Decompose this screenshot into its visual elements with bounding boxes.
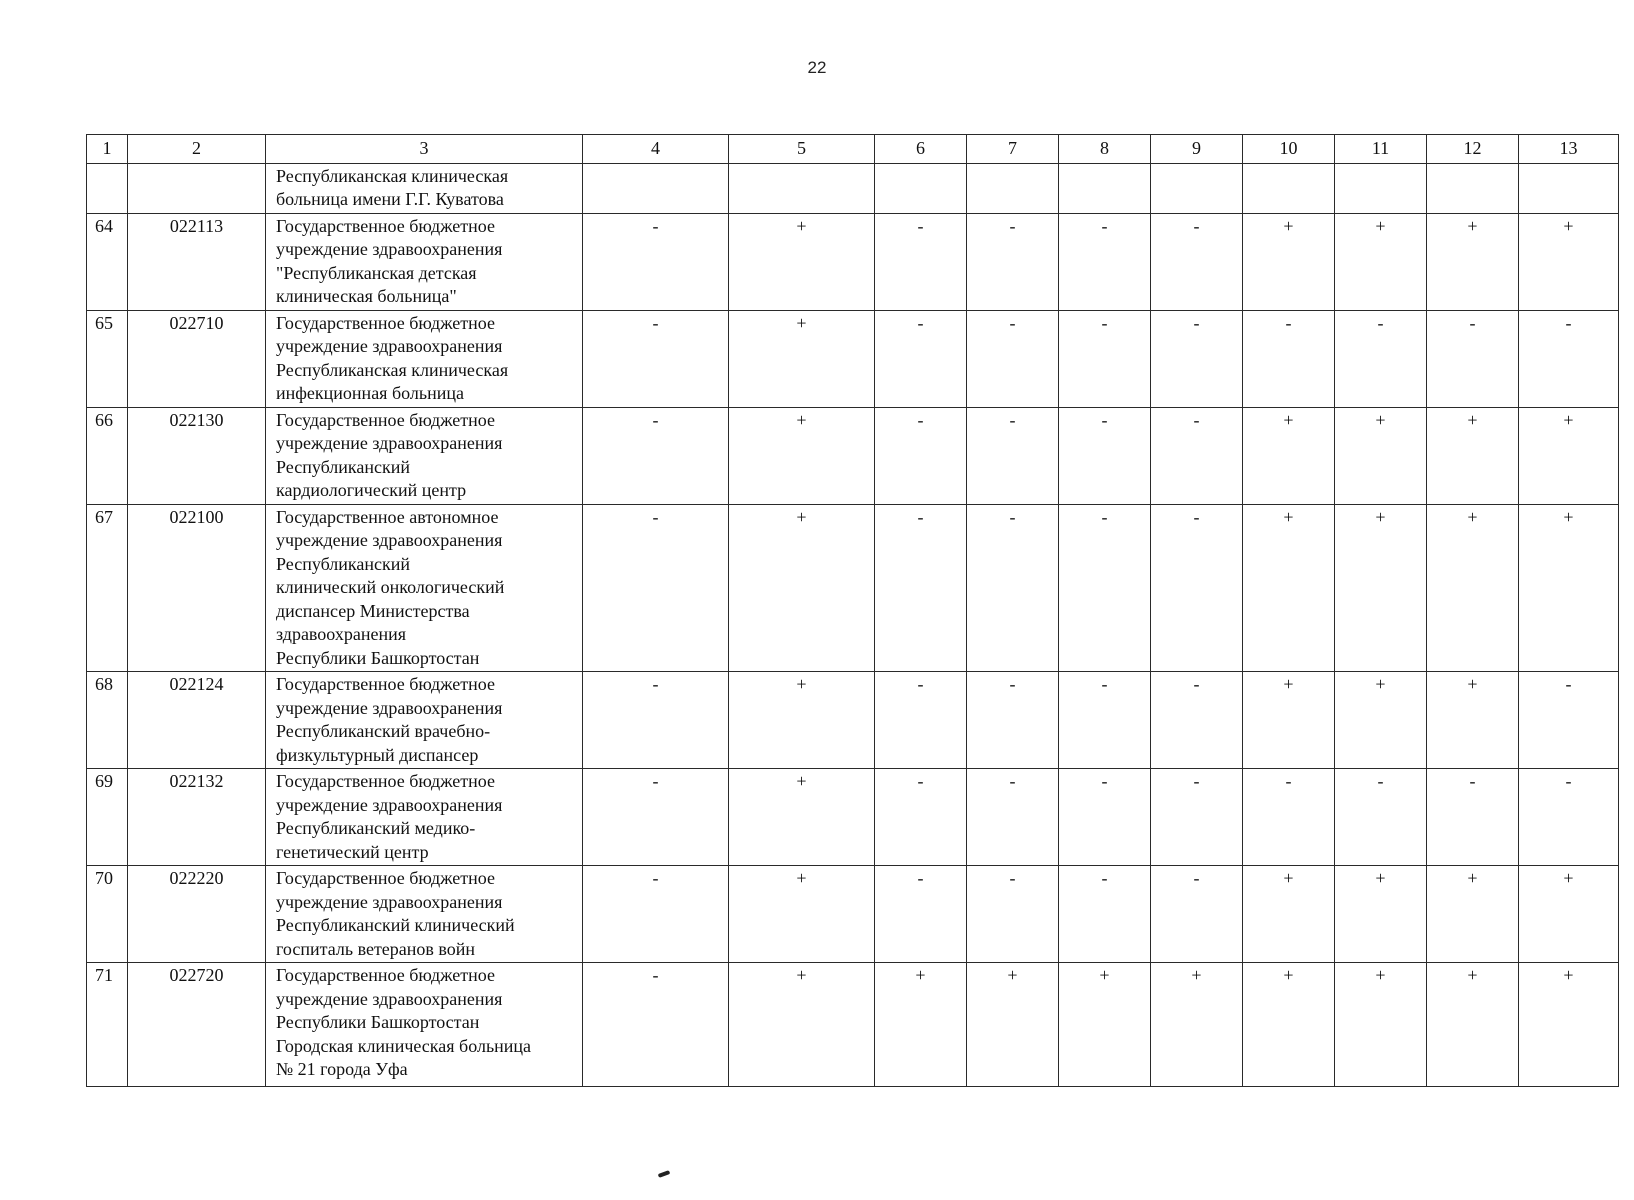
mark-cell: -	[1151, 769, 1243, 866]
column-header: 11	[1335, 135, 1427, 164]
mark-cell: +	[729, 407, 875, 504]
institution-code	[128, 163, 266, 213]
table-row	[87, 310, 1619, 407]
mark-cell: -	[1335, 769, 1427, 866]
mark-cell: +	[1335, 963, 1427, 1087]
institution-name: Государственное бюджетное учреждение здравоохранения Республиканский медико- генетический центр	[276, 771, 503, 862]
mark-cell: -	[583, 407, 729, 504]
mark-cell: -	[1059, 866, 1151, 963]
mark-cell: +	[1243, 213, 1335, 310]
mark-cell: -	[967, 769, 1059, 866]
mark-cell: -	[875, 769, 967, 866]
table-row	[87, 504, 1619, 672]
institution-name: Государственное автономное учреждение здравоохранения Республиканский клинический онкологический диспансер Министерства здравоохранения Республики Башкортостан	[276, 506, 505, 668]
institution-name-cell	[266, 866, 583, 963]
mark-cell: +	[729, 504, 875, 672]
mark-cell: +	[1335, 504, 1427, 672]
mark-cell: -	[1243, 769, 1335, 866]
mark-cell	[1427, 163, 1519, 213]
mark-cell: +	[1427, 504, 1519, 672]
mark-cell: -	[875, 310, 967, 407]
mark-cell: -	[1059, 504, 1151, 672]
page-number: 22	[807, 58, 827, 77]
institution-name: Государственное бюджетное учреждение здравоохранения Республиканский врачебно- физкультурный диспансер	[276, 674, 503, 765]
table-row	[87, 163, 1619, 213]
institution-code: 022710	[128, 310, 266, 407]
mark-cell: -	[583, 769, 729, 866]
mark-cell: +	[1151, 963, 1243, 1087]
column-header: 5	[729, 135, 875, 164]
mark-cell: -	[875, 213, 967, 310]
table-row	[87, 213, 1619, 310]
mark-cell	[967, 163, 1059, 213]
row-number: 67	[87, 504, 128, 672]
mark-cell: +	[967, 963, 1059, 1087]
mark-cell: +	[729, 866, 875, 963]
mark-cell: +	[1519, 504, 1619, 672]
row-number: 65	[87, 310, 128, 407]
mark-cell: -	[1059, 310, 1151, 407]
mark-cell: -	[1151, 866, 1243, 963]
mark-cell: +	[1519, 963, 1619, 1087]
mark-cell	[1059, 163, 1151, 213]
column-header: 1	[87, 135, 128, 164]
table-row	[87, 672, 1619, 769]
mark-cell: -	[1519, 769, 1619, 866]
row-number: 70	[87, 866, 128, 963]
mark-cell: -	[967, 407, 1059, 504]
mark-cell	[1151, 163, 1243, 213]
mark-cell: +	[1427, 213, 1519, 310]
mark-cell: +	[729, 769, 875, 866]
table-row	[87, 407, 1619, 504]
mark-cell: -	[583, 213, 729, 310]
institution-name: Государственное бюджетное учреждение здравоохранения Республиканский кардиологический центр	[276, 409, 503, 500]
institution-name-cell	[266, 163, 583, 213]
mark-cell: +	[1427, 866, 1519, 963]
column-header-row	[87, 135, 1619, 164]
mark-cell: +	[1335, 672, 1427, 769]
mark-cell: -	[1151, 407, 1243, 504]
table-row	[87, 866, 1619, 963]
mark-cell: -	[583, 866, 729, 963]
mark-cell: +	[729, 672, 875, 769]
institution-name: Государственное бюджетное учреждение здравоохранения Республиканская клиническая инфекционная больница	[276, 312, 509, 403]
mark-cell: +	[1427, 407, 1519, 504]
mark-cell: -	[1151, 213, 1243, 310]
mark-cell: -	[583, 310, 729, 407]
mark-cell: +	[1427, 672, 1519, 769]
column-header: 2	[128, 135, 266, 164]
row-number: 69	[87, 769, 128, 866]
institution-name: Государственное бюджетное учреждение здравоохранения Республиканский клинический госпиталь ветеранов войн	[276, 868, 515, 959]
column-header: 10	[1243, 135, 1335, 164]
institution-name-cell	[266, 672, 583, 769]
table-row	[87, 769, 1619, 866]
mark-cell: +	[1335, 407, 1427, 504]
mark-cell: +	[729, 963, 875, 1087]
mark-cell: -	[1059, 213, 1151, 310]
mark-cell: +	[875, 963, 967, 1087]
mark-cell: -	[583, 504, 729, 672]
mark-cell: -	[875, 504, 967, 672]
mark-cell: +	[1243, 866, 1335, 963]
institution-name: Государственное бюджетное учреждение здравоохранения "Республиканская детская клиническая больница"	[276, 215, 503, 306]
mark-cell: -	[583, 672, 729, 769]
mark-cell: -	[1519, 672, 1619, 769]
mark-cell: +	[1059, 963, 1151, 1087]
mark-cell: +	[1243, 963, 1335, 1087]
mark-cell: -	[967, 672, 1059, 769]
row-number: 68	[87, 672, 128, 769]
mark-cell: -	[1059, 407, 1151, 504]
institution-name-cell	[266, 504, 583, 672]
table-row	[87, 963, 1619, 1087]
institution-code: 022100	[128, 504, 266, 672]
register-table	[86, 134, 1619, 1087]
mark-cell: +	[1519, 213, 1619, 310]
mark-cell: +	[1335, 866, 1427, 963]
column-header: 4	[583, 135, 729, 164]
mark-cell: -	[1243, 310, 1335, 407]
mark-cell: +	[729, 213, 875, 310]
mark-cell: -	[967, 213, 1059, 310]
institution-name: Государственное бюджетное учреждение здравоохранения Республики Башкортостан Городская клиническая больница № 21 города Уфа	[276, 965, 532, 1079]
mark-cell: -	[583, 963, 729, 1087]
institution-name-cell	[266, 963, 583, 1087]
mark-cell: -	[1519, 310, 1619, 407]
row-number: 66	[87, 407, 128, 504]
institution-name: Республиканская клиническая больница имени Г.Г. Куватова	[276, 165, 509, 209]
mark-cell: +	[1519, 866, 1619, 963]
mark-cell: -	[875, 672, 967, 769]
institution-name-cell	[266, 769, 583, 866]
institution-code: 022132	[128, 769, 266, 866]
institution-code: 022124	[128, 672, 266, 769]
scan-mark	[658, 1170, 671, 1178]
column-header: 6	[875, 135, 967, 164]
mark-cell: +	[1243, 672, 1335, 769]
institution-name-cell	[266, 213, 583, 310]
mark-cell: -	[1151, 504, 1243, 672]
mark-cell: -	[875, 407, 967, 504]
column-header: 7	[967, 135, 1059, 164]
table-body	[87, 135, 1619, 1087]
mark-cell: -	[967, 310, 1059, 407]
mark-cell: -	[1151, 310, 1243, 407]
mark-cell: -	[1151, 672, 1243, 769]
mark-cell	[1243, 163, 1335, 213]
institution-code: 022220	[128, 866, 266, 963]
mark-cell	[1335, 163, 1427, 213]
mark-cell: -	[1427, 310, 1519, 407]
institution-code: 022720	[128, 963, 266, 1087]
institution-name-cell	[266, 407, 583, 504]
column-header: 9	[1151, 135, 1243, 164]
mark-cell: -	[1427, 769, 1519, 866]
mark-cell: +	[1243, 407, 1335, 504]
mark-cell: +	[1519, 407, 1619, 504]
mark-cell: +	[729, 310, 875, 407]
row-number: 64	[87, 213, 128, 310]
mark-cell: -	[967, 866, 1059, 963]
column-header: 12	[1427, 135, 1519, 164]
mark-cell: -	[1059, 769, 1151, 866]
mark-cell	[583, 163, 729, 213]
institution-code: 022113	[128, 213, 266, 310]
mark-cell: -	[875, 866, 967, 963]
column-header: 8	[1059, 135, 1151, 164]
institution-code: 022130	[128, 407, 266, 504]
mark-cell	[729, 163, 875, 213]
column-header: 13	[1519, 135, 1619, 164]
institution-name-cell	[266, 310, 583, 407]
column-header: 3	[266, 135, 583, 164]
mark-cell: -	[967, 504, 1059, 672]
row-number	[87, 163, 128, 213]
mark-cell	[1519, 163, 1619, 213]
mark-cell: +	[1335, 213, 1427, 310]
mark-cell	[875, 163, 967, 213]
mark-cell: -	[1335, 310, 1427, 407]
mark-cell: +	[1427, 963, 1519, 1087]
mark-cell: +	[1243, 504, 1335, 672]
mark-cell: -	[1059, 672, 1151, 769]
row-number: 71	[87, 963, 128, 1087]
